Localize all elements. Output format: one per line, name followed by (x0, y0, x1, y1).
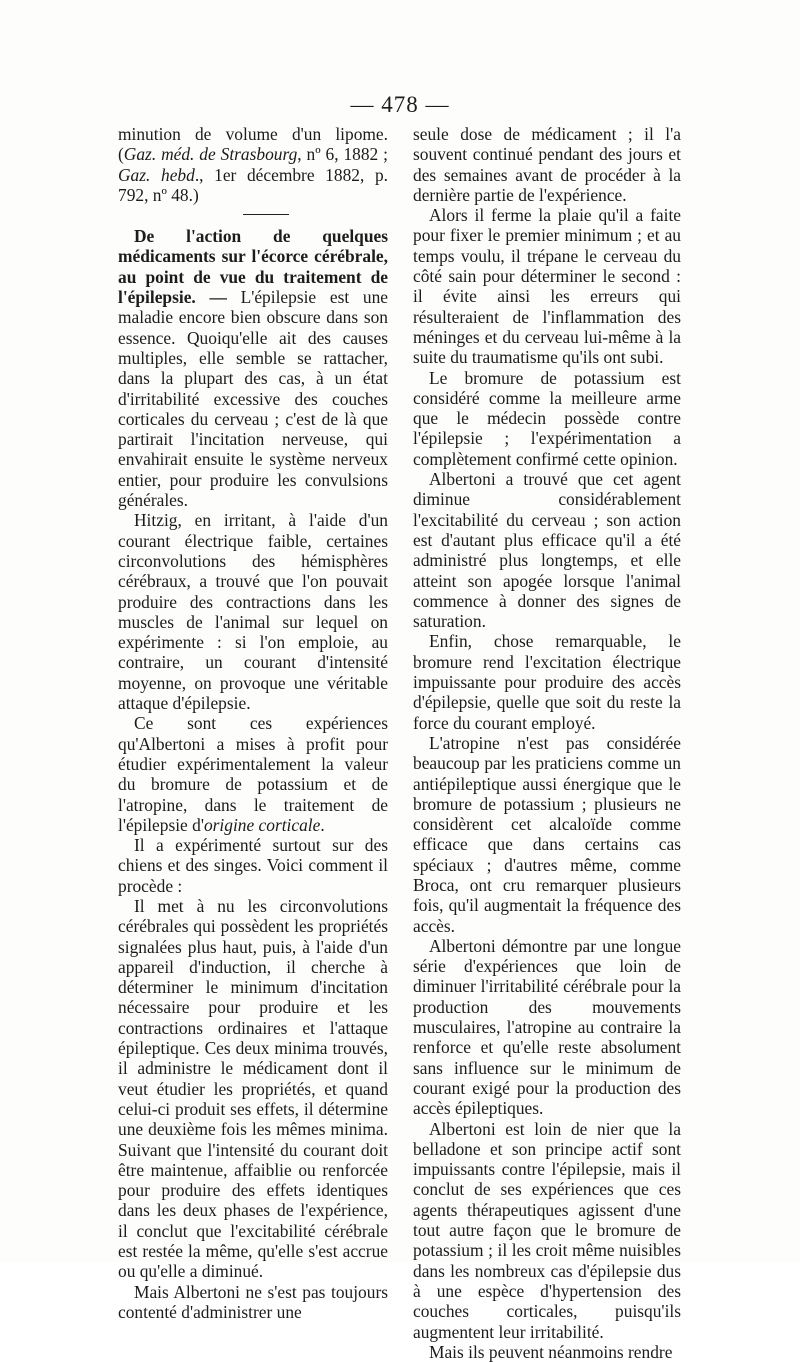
citation-journal: Gaz. hebd (118, 164, 195, 185)
article-paragraph (118, 713, 388, 835)
article-text: . (320, 814, 325, 835)
article-paragraph: Hitzig, en irritant, à l'aide d'un courant électrique faible, certaines circonvolutions des hémisphères cérébraux, a trouvé que l'on pouvait produire des contractions dans les muscles de l'animal sur lequel on expérimente : si l'on emploie, au contraire, un courant d'intensité moyenne, on provoque une véritable attaque d'épilepsie. (118, 510, 388, 714)
citation-text: ., 1er décembre 1882, p. 792, nº 48.) (118, 164, 388, 205)
article-text: Ce sont ces expériences qu'Albertoni a mises à profit pour étudier expérimentalement la valeur du bromure de potassium et de l'atropine, dans le traitement de l'épilepsie d' (118, 713, 388, 835)
article-text: L'épilepsie est une maladie encore bien obscure dans son essence. Quoiqu'elle ait des causes multiples, elle semble se rattacher, dans la plupart des cas, à un état d'irritabilité excessive des couches corticales du cerveau ; c'est de là que partirait l'incitation nerveuse, qui envahirait ensuite le système nerveux entier, pour produire les convulsions générales. (118, 287, 388, 511)
article-paragraph: L'atropine n'est pas considérée beaucoup par les praticiens comme un antiépileptique aussi énergique que le bromure de potassium ; plusieurs ne considèrent cet alcaloïde comme efficace que dans certains cas spéciaux ; d'autres même, comme Broca, ont cru remarquer plusieurs fois, qu'il augmentait la fréquence des accès. (413, 732, 681, 936)
section-divider (243, 214, 289, 215)
article-paragraph: Albertoni a trouvé que cet agent diminue considérablement l'excitabilité du cerveau ; son action est d'autant plus efficace qu'il a été administré plus longtemps, et elle atteint son apogée lorsque l'animal commence à donner des signes de saturation. (413, 469, 681, 632)
citation-paragraph (118, 124, 388, 205)
page-number: — 478 — (350, 92, 450, 117)
article-paragraph: Albertoni est loin de nier que la belladone et son principe actif sont impuissants contre l'épilepsie, mais il conclut de ses expériences que ces agents thérapeutiques agissent d'une tout autre façon que le bromure de potassium ; il les croit même nuisibles dans les nombreux cas d'épilepsie dus à une espèce d'hypertension des couches corticales, puisqu'ils augmentent leur irritabilité. (413, 1118, 681, 1342)
article-paragraph: Albertoni démontre par une longue série d'expériences que loin de diminuer l'irritabilité cérébrale pour la production des mouvements musculaires, l'atropine au contraire la renforce et qu'elle reste absolument sans influence sur le minimum de courant exigé pour la production des accès épileptiques. (413, 935, 681, 1119)
article-paragraph: Il met à nu les circonvolutions cérébrales qui possèdent les propriétés signalées plus haut, puis, à l'aide d'un appareil d'induction, il cherche à déterminer le minimum d'incitation nécessaire pour produire et les contractions ordinaires et l'attaque épileptique. Ces deux minima trouvés, il administre le médicament dont il veut étudier les propriétés, et quand celui-ci produit ses effets, il détermine une deuxième fois les mêmes minima. Suivant que l'intensité du courant doit être maintenue, affaiblie ou renforcée pour produire des effets identiques dans les deux phases de l'expérience, il conclut que l'excitabilité cérébrale est restée la même, qu'elle s'est accrue ou qu'elle a diminué. (118, 895, 388, 1282)
right-column (413, 124, 681, 1362)
left-column (118, 124, 388, 1322)
article-paragraph (118, 226, 388, 510)
article-paragraph: Alors il ferme la plaie qu'il a faite pour fixer le premier minimum ; et au temps voulu, il trépane le cerveau du côté sain pour déterminer le second : il évite ainsi les erreurs qui résulteraient de l'inflammation des méninges et du cerveau lui-même à la suite du traumatisme qu'ils ont subi. (413, 205, 681, 368)
article-paragraph: seule dose de médicament ; il l'a souvent continué pendant des jours et des semaines avant de procéder à la dernière partie de l'expérience. (413, 124, 681, 205)
article-paragraph: Mais ils peuvent néanmoins rendre (429, 1341, 673, 1362)
article-heading: De l'action de quelques médicaments sur l'écorce cérébrale, au point de vue du traitement de l'épilepsie. — (118, 226, 388, 308)
citation-text: , nº 6, 1882 ; (297, 144, 388, 165)
emphasis-text: origine corticale (203, 814, 321, 835)
citation-journal: Gaz. méd. de Strasbourg (123, 144, 298, 165)
article-paragraph: Le bromure de potassium est considéré comme la meilleure arme que le médecin possède contre l'épilepsie ; l'expérimentation a complètement confirmé cette opinion. (413, 367, 681, 469)
article-paragraph: Il a expérimenté surtout sur des chiens et des singes. Voici comment il procède : (118, 835, 388, 896)
article-paragraph: Enfin, chose remarquable, le bromure rend l'excitation électrique impuissante pour produire des accès d'épilepsie, quelle que soit du reste la force du courant employé. (413, 631, 681, 733)
citation-text: minution de volume d'un lipome. ( (118, 124, 388, 165)
article-paragraph: Mais Albertoni ne s'est pas toujours contenté d'administrer une (118, 1281, 388, 1322)
